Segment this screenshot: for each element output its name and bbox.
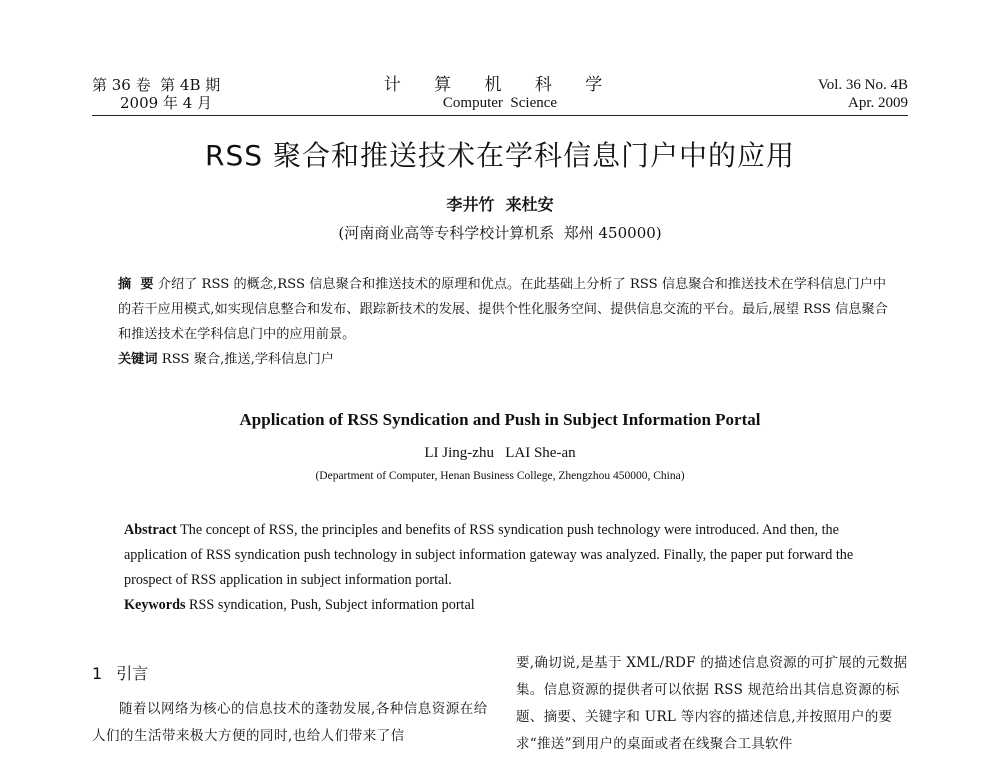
keywords-en-text: RSS syndication, Push, Subject information portal bbox=[189, 597, 475, 613]
authors-cn: 李井竹 来杜安 bbox=[446, 195, 554, 214]
abstract-cn-body bbox=[118, 272, 892, 347]
keywords-en-label: Keywords bbox=[124, 597, 186, 613]
paper-title-cn: RSS 聚合和推送技术在学科信息门户中的应用 bbox=[205, 139, 795, 172]
keywords-en bbox=[124, 593, 892, 618]
abstract-en bbox=[124, 518, 892, 618]
abstract-cn-label: 摘 要 bbox=[118, 277, 154, 292]
keywords-cn-text: RSS 聚合,推送,学科信息门户 bbox=[161, 352, 334, 367]
section-body-text: 随着以网络为核心的信息技术的蓬勃发展,各种信息资源在给人们的生活带来极大方便的同时,也给人们带来了信 bbox=[92, 701, 488, 744]
abstract-en-label: Abstract bbox=[124, 522, 177, 538]
left-column bbox=[92, 660, 494, 750]
authors-en: LI Jing-zhu LAI She-an bbox=[424, 445, 576, 461]
journal-header bbox=[92, 72, 908, 118]
abstract-en-text: The concept of RSS, the principles and benefits of RSS syndication push technology were introduced. And then, the application of RSS syndication push technology in subject information gateway was analyzed. Finally, the paper put forward the prospect of RSS application in subject information portal. bbox=[124, 522, 857, 588]
journal-name-en: Computer Science bbox=[442, 95, 558, 111]
keywords-cn bbox=[118, 347, 892, 372]
affiliation-cn: (河南商业高等专科学校计算机系 郑州 450000) bbox=[338, 224, 662, 242]
volume-cn: 第 36 卷 第 4B 期 bbox=[92, 76, 221, 94]
section-number: 1 bbox=[92, 664, 103, 683]
journal-name-cn: 计 算 机 科 学 bbox=[383, 75, 617, 95]
header-right bbox=[818, 76, 908, 112]
header-center bbox=[92, 76, 908, 112]
affiliation-en: (Department of Computer, Henan Business College, Zhengzhou 450000, China) bbox=[315, 470, 685, 482]
paper-title-en: Application of RSS Syndication and Push in Subject Information Portal bbox=[239, 410, 761, 429]
abstract-cn-text: 介绍了 RSS 的概念,RSS 信息聚合和推送技术的原理和优点。在此基础上分析了 RSS 信息聚合和推送技术在学科信息门户中的若干应用模式,如实现信息整合和发布、跟踪新技术的发展、提供个性化服务空间、提供信息交流的平台。最后,展望 RSS 信息聚合和推送技术在学科信息门中的应用前景。 bbox=[118, 277, 888, 342]
date-cn: 2009 年 4 月 bbox=[120, 94, 213, 112]
right-column bbox=[516, 650, 908, 758]
section-title: 引言 bbox=[116, 664, 149, 683]
keywords-cn-label: 关键词 bbox=[118, 352, 158, 367]
date-en: Apr. 2009 bbox=[848, 95, 908, 111]
volume-en: Vol. 36 No. 4B bbox=[817, 77, 908, 93]
section-heading bbox=[92, 660, 494, 696]
header-rule bbox=[92, 115, 908, 116]
abstract-cn bbox=[118, 272, 892, 372]
right-column-text: 要,确切说,是基于 XML/RDF 的描述信息资源的可扩展的元数据集。信息资源的提供者可以依据 RSS 规范给出其信息资源的标题、摘要、关键字和 URL 等内容的描述信息,并按照用户的要求“推送”到用户的桌面或者在线聚合工具软件 bbox=[516, 655, 908, 752]
abstract-en-body bbox=[124, 518, 892, 593]
